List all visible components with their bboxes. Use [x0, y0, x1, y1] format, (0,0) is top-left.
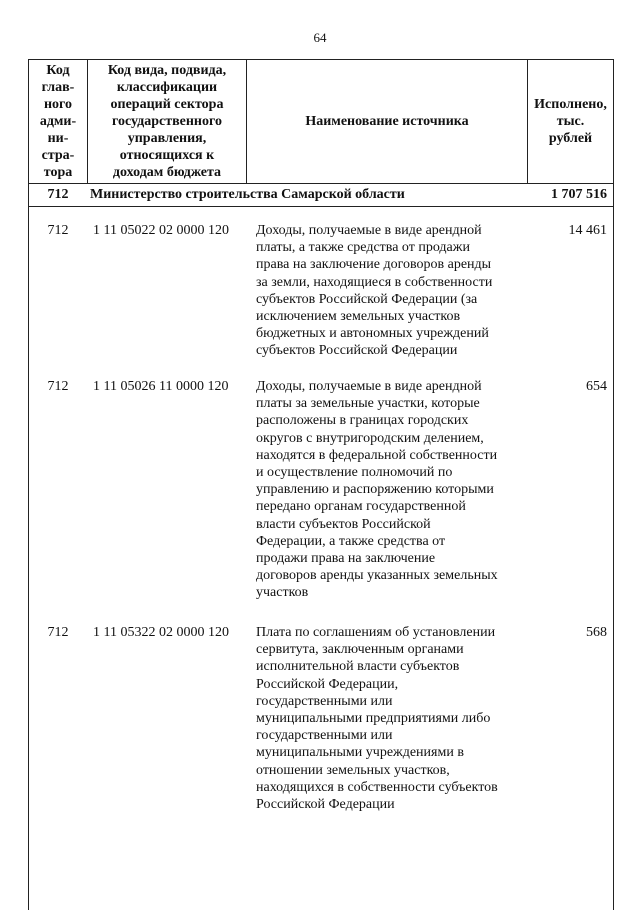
header-executed-amount	[528, 60, 613, 183]
page-number: 64	[313, 30, 327, 45]
header-source-name	[247, 60, 528, 183]
row-admin-code: 712	[47, 223, 69, 238]
row-classification-code: 1 11 05322 02 0000 120	[93, 625, 229, 640]
header-admin-code-label: Код глав- ного адми- ни- стра- тора	[39, 63, 77, 180]
ministry-total-amount: 1 707 516	[551, 187, 607, 202]
revenue-table	[28, 59, 614, 910]
row-source-description: Доходы, получаемые в виде арендной платы за земельные участки, которые расположены в границах городских округов с внутригородским делением, находятся в федеральной собственности и осуществление полномочий по управлению и распоряжению которыми передано органам государственной власти субъектов Российской Федерации, а также средства от продажи права на заключение договоров аренды указанных земельных участков	[256, 379, 498, 601]
header-source-name-label: Наименование источника	[305, 114, 469, 129]
row-admin-code: 712	[47, 379, 69, 394]
row-executed-amount: 568	[586, 625, 607, 640]
row-executed-amount: 14 461	[568, 223, 607, 238]
row-classification-code: 1 11 05022 02 0000 120	[93, 223, 229, 238]
row-source-description: Доходы, получаемые в виде арендной платы, а также средства от продажи права на заключение договоров аренды за земли, находящиеся в собственности субъектов Российской Федерации (за исключением земельных участков бюджетных и автономных учреждений субъектов Российской Федерации	[256, 223, 493, 359]
ministry-admin-code: 712	[47, 187, 69, 202]
table-header-row	[29, 60, 613, 184]
ministry-row	[29, 184, 613, 206]
header-admin-code	[29, 60, 88, 183]
row-executed-amount: 654	[586, 379, 607, 394]
ministry-row-divider	[29, 206, 613, 207]
header-classification-code	[88, 60, 247, 183]
header-executed-amount-label: Исполнено, тыс. рублей	[534, 97, 607, 146]
row-admin-code: 712	[47, 625, 69, 640]
row-classification-code: 1 11 05026 11 0000 120	[93, 379, 229, 394]
header-classification-code-label: Код вида, подвида, классификации операций сектора государственного управления, относящихся к доходам бюджета	[107, 63, 227, 180]
row-source-description: Плата по соглашениям об установлении сервитута, заключенным органами исполнительной власти субъектов Российской Федерации, государственными или муниципальными предприятиями либо государственными или муниципальными учреждениями в отношении земельных участков, находящихся в собственности субъектов Российской Федерации	[256, 625, 498, 813]
ministry-name: Министерство строительства Самарской области	[90, 187, 405, 202]
